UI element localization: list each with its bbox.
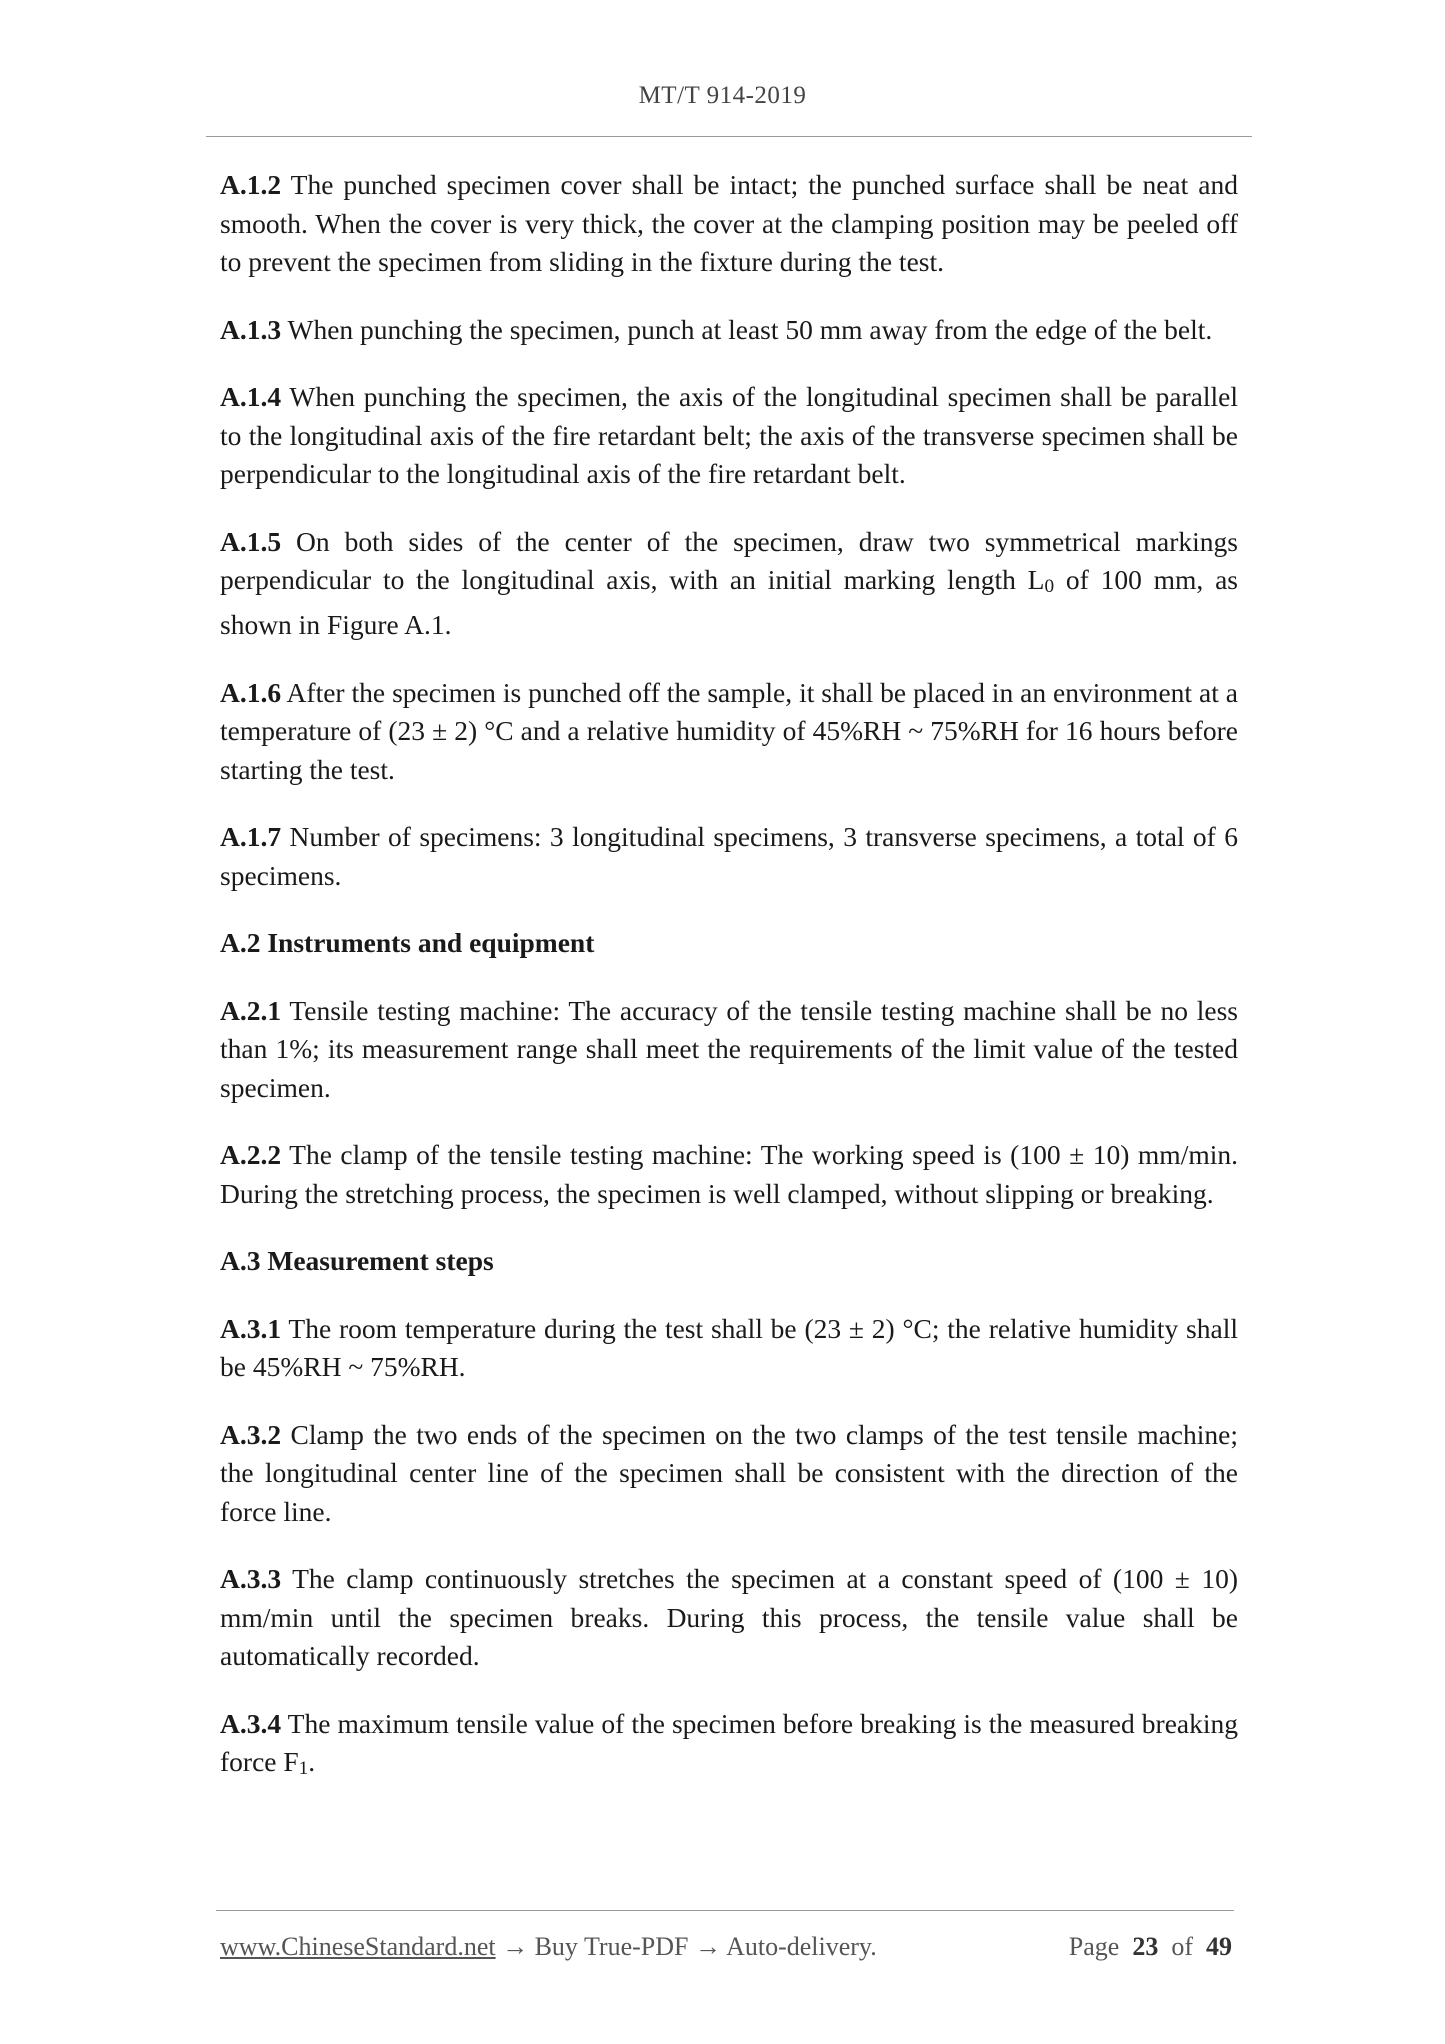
arrow-right-icon: →: [502, 1932, 529, 1961]
clause-a-1-7: [220, 818, 1238, 895]
clause-number: A.3.4: [220, 1707, 282, 1739]
clause-number: A.3.2: [220, 1418, 282, 1450]
buy-true-pdf-text: Buy True-PDF: [534, 1932, 689, 1961]
clause-text: When punching the specimen, the axis of the longitudinal specimen shall be parallel to the longitudinal axis of the fire retardant belt; the axis of the transverse specimen shall be perpendicular to the longitudinal axis of the fire retardant belt.: [220, 381, 1238, 489]
clause-a-3-1: [220, 1310, 1238, 1387]
clause-a-1-4: [220, 378, 1238, 494]
clause-number: A.3.1: [220, 1312, 282, 1344]
clause-a-1-3: [220, 311, 1238, 350]
clause-text: The clamp continuously stretches the specimen at a constant speed of (100 ± 10) mm/min until the specimen breaks. During this process, the tensile value shall be automatically recorded.: [220, 1563, 1238, 1672]
clause-a-2-1: [220, 992, 1238, 1108]
clause-number: A.1.6: [220, 676, 282, 708]
page-indicator: [1069, 1932, 1232, 1962]
page-label: Page: [1068, 1932, 1120, 1961]
clause-a-2-2: [220, 1136, 1238, 1213]
clause-a-1-2: [220, 166, 1238, 282]
auto-delivery-text: Auto-delivery.: [726, 1932, 877, 1961]
clause-a-1-5: [220, 523, 1238, 645]
header-divider: [206, 136, 1252, 137]
clause-text: Clamp the two ends of the specimen on the two clamps of the test tensile machine; the longitudinal center line of the specimen shall be consistent with the direction of the force line.: [220, 1418, 1238, 1527]
clause-number: A.1.4: [220, 381, 282, 412]
clause-text: The room temperature during the test shall be (23 ± 2) °C; the relative humidity shall be 45%RH ~ 75%RH.: [220, 1312, 1238, 1383]
clause-text: The punched specimen cover shall be intact; the punched surface shall be neat and smooth. When the cover is very thick, the cover at the clamping position may be peeled off to prevent the specimen from sliding in the fixture during the test.: [220, 169, 1238, 277]
clause-a-3-2: [220, 1416, 1238, 1532]
page-footer: [220, 1932, 1232, 1962]
clause-a-3-3: [220, 1560, 1238, 1676]
page-header-title: MT/T 914-2019: [638, 82, 807, 109]
page-total: 49: [1206, 1932, 1232, 1961]
clause-text: After the specimen is punched off the sample, it shall be placed in an environment at a temperature of (23 ± 2) °C and a relative humidity of 45%RH ~ 75%RH for 16 hours before starting the test.: [220, 676, 1238, 785]
footer-divider: [216, 1910, 1234, 1911]
clause-text-continued: of 100 mm, as shown in Figure A.1.: [220, 564, 1238, 641]
clause-number: A.2.2: [220, 1139, 282, 1171]
clause-text: When punching the specimen, punch at least 50 mm away from the edge of the belt.: [281, 313, 1213, 345]
clause-text: Tensile testing machine: The accuracy of the tensile testing machine shall be no less than 1%; its measurement range shall meet the requirements of the limit value of the tested specimen.: [220, 994, 1238, 1103]
clause-a-1-6: [220, 674, 1238, 790]
clause-text-continued: .: [308, 1746, 316, 1778]
clause-number: A.1.2: [220, 169, 282, 200]
clause-number: A.1.5: [220, 525, 282, 557]
footer-links: [220, 1932, 877, 1962]
document-body: [220, 166, 1238, 1818]
clause-text: The maximum tensile value of the specimen before breaking is the measured breaking force F: [220, 1707, 1238, 1778]
clause-number: A.1.7: [220, 821, 282, 853]
subscript: 0: [1044, 575, 1055, 597]
clause-text: Number of specimens: 3 longitudinal specimens, 3 transverse specimens, a total of 6 specimens.: [220, 821, 1238, 891]
clause-number: A.1.3: [220, 313, 282, 345]
clause-a-3-4: [220, 1705, 1238, 1789]
section-heading-a-3: A.3 Measurement steps: [220, 1245, 494, 1277]
section-heading-a-2: A.2 Instruments and equipment: [220, 927, 595, 959]
site-link[interactable]: www.ChineseStandard.net: [220, 1932, 496, 1961]
clause-number: A.3.3: [220, 1563, 282, 1595]
page-current: 23: [1132, 1932, 1159, 1961]
page-of-label: of: [1171, 1932, 1193, 1961]
clause-text: The clamp of the tensile testing machine: The working speed is (100 ± 10) mm/min. During the stretching process, the specimen is well clamped, without slipping or breaking.: [220, 1139, 1238, 1209]
subscript: 1: [298, 1758, 309, 1780]
clause-text: On both sides of the center of the specimen, draw two symmetrical markings perpendicular to the longitudinal axis, with an initial marking length L: [220, 525, 1238, 595]
clause-number: A.2.1: [220, 994, 282, 1026]
arrow-right-icon: →: [695, 1932, 721, 1961]
